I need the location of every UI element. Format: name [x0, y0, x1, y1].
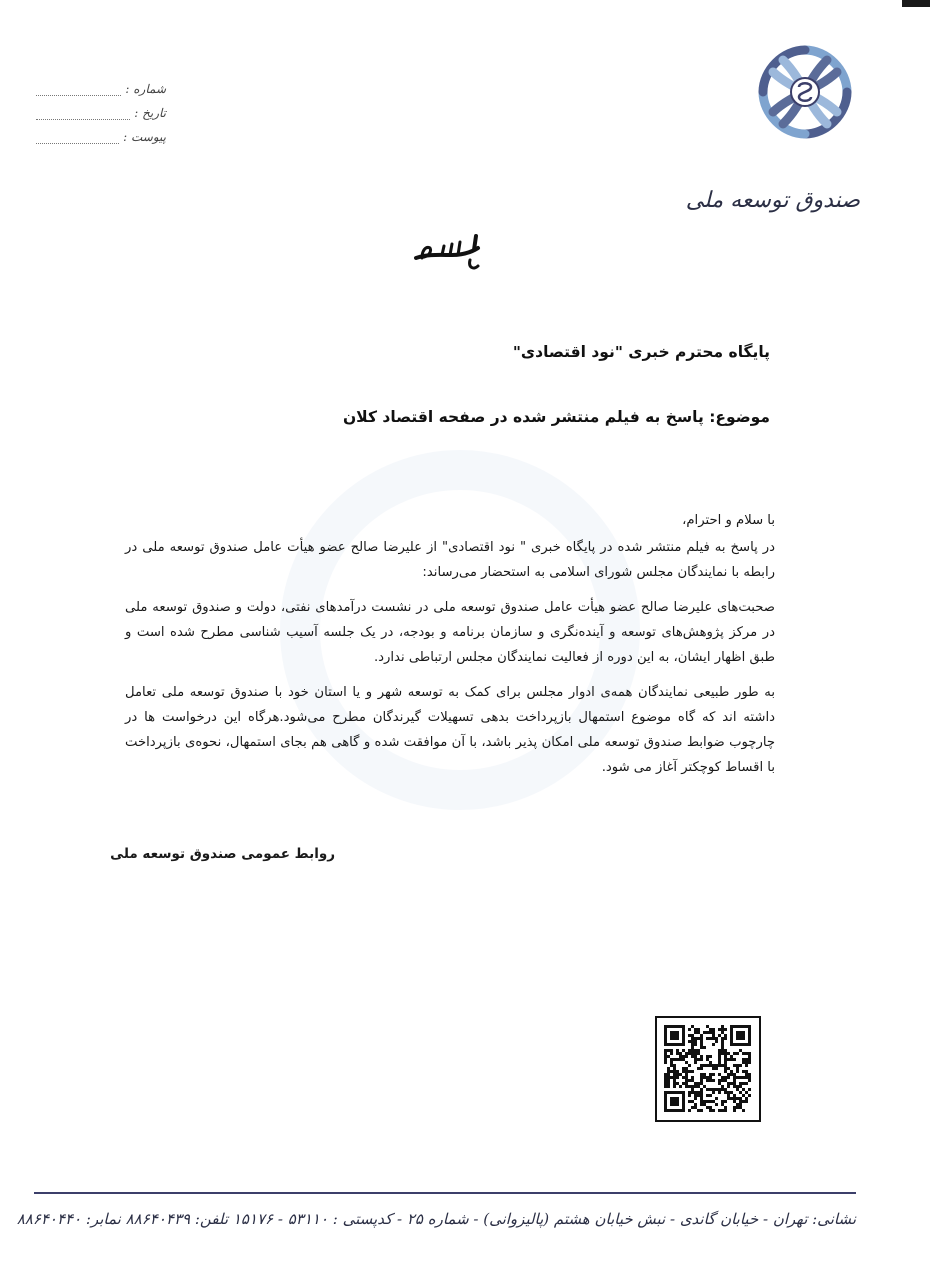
meta-date-dots	[36, 107, 130, 120]
meta-attachment-dots	[36, 131, 119, 144]
logo-text: صندوق توسعه ملی	[685, 188, 860, 213]
bismillah-calligraphy-icon	[412, 228, 488, 272]
paragraph-1: در پاسخ به فیلم منتشر شده در پایگاه خبری " نود اقتصادی" از علیرضا صالح عضو هیأت عامل صندوق توسعه ملی در رابطه با نمایندگان مجلس شورای اسلامی به استحضار می‌رساند:	[125, 540, 775, 580]
meta-attachment-row	[36, 120, 166, 144]
paragraph-3: به طور طبیعی نمایندگان همه‌ی ادوار مجلس برای کمک به توسعه شهر و یا استان خود با صندوق توسعه ملی تعامل داشته اند که گاه موضوع استمهال بازپرداخت بدهی تسهیلات گیرندگان مطرح می‌شود.هرگاه این درخواست ها در چارچوب ضوابط صندوق توسعه ملی امکان پذیر باشد، با آن موافقت شده و گاهی هم بجای استمهال، نحوه‌ی بازپرداخت با اقساط کوچکتر آغاز می شود.	[125, 685, 775, 775]
corner-mark	[902, 0, 930, 7]
paragraph-2: صحبت‌های علیرضا صالح عضو هیأت عامل صندوق توسعه ملی در نشست درآمدهای نفتی، دولت و صندوق توسعه ملی در مرکز پژوهش‌های توسعه و آینده‌نگری و سازمان برنامه و بودجه، در یک جلسه آسیب شناسی مطرح شده است و طبق اظهار ایشان، به این دوره از فعالیت نمایندگان مجلس ارتباطی ندارد.	[125, 600, 775, 665]
qr-code[interactable]	[655, 1016, 761, 1122]
greeting: با سلام و احترام،	[682, 513, 775, 528]
footer-address: نشانی: تهران - خیابان گاندی - نبش خیابان هشتم (پالیزوانی) - شماره ۲۵ - کدپستی : ۵۳۱۱۰ - ۱۵۱۷۶ تلفن: ۸۸۶۴۰۴۳۹ نمابر: ۸۸۶۴۰۴۴۰	[16, 1210, 856, 1228]
meta-number-dots	[36, 83, 121, 96]
meta-date-label: تاریخ :	[134, 106, 166, 120]
footer-divider	[34, 1192, 856, 1194]
logo-emblem-icon	[755, 42, 855, 142]
qr-code-icon	[657, 1018, 759, 1120]
meta-number-row	[36, 72, 166, 96]
meta-block	[36, 72, 166, 144]
subject-heading: موضوع: پاسخ به فیلم منتشر شده در صفحه اقتصاد کلان	[342, 408, 770, 426]
meta-attachment-label: پیوست :	[123, 130, 166, 144]
recipient-heading: پایگاه محترم خبری "نود اقتصادی"	[512, 343, 770, 361]
logo	[685, 42, 860, 213]
signature: روابط عمومی صندوق توسعه ملی	[110, 846, 335, 862]
meta-number-label: شماره :	[125, 82, 166, 96]
meta-date-row	[36, 96, 166, 120]
letter-body	[125, 508, 775, 790]
